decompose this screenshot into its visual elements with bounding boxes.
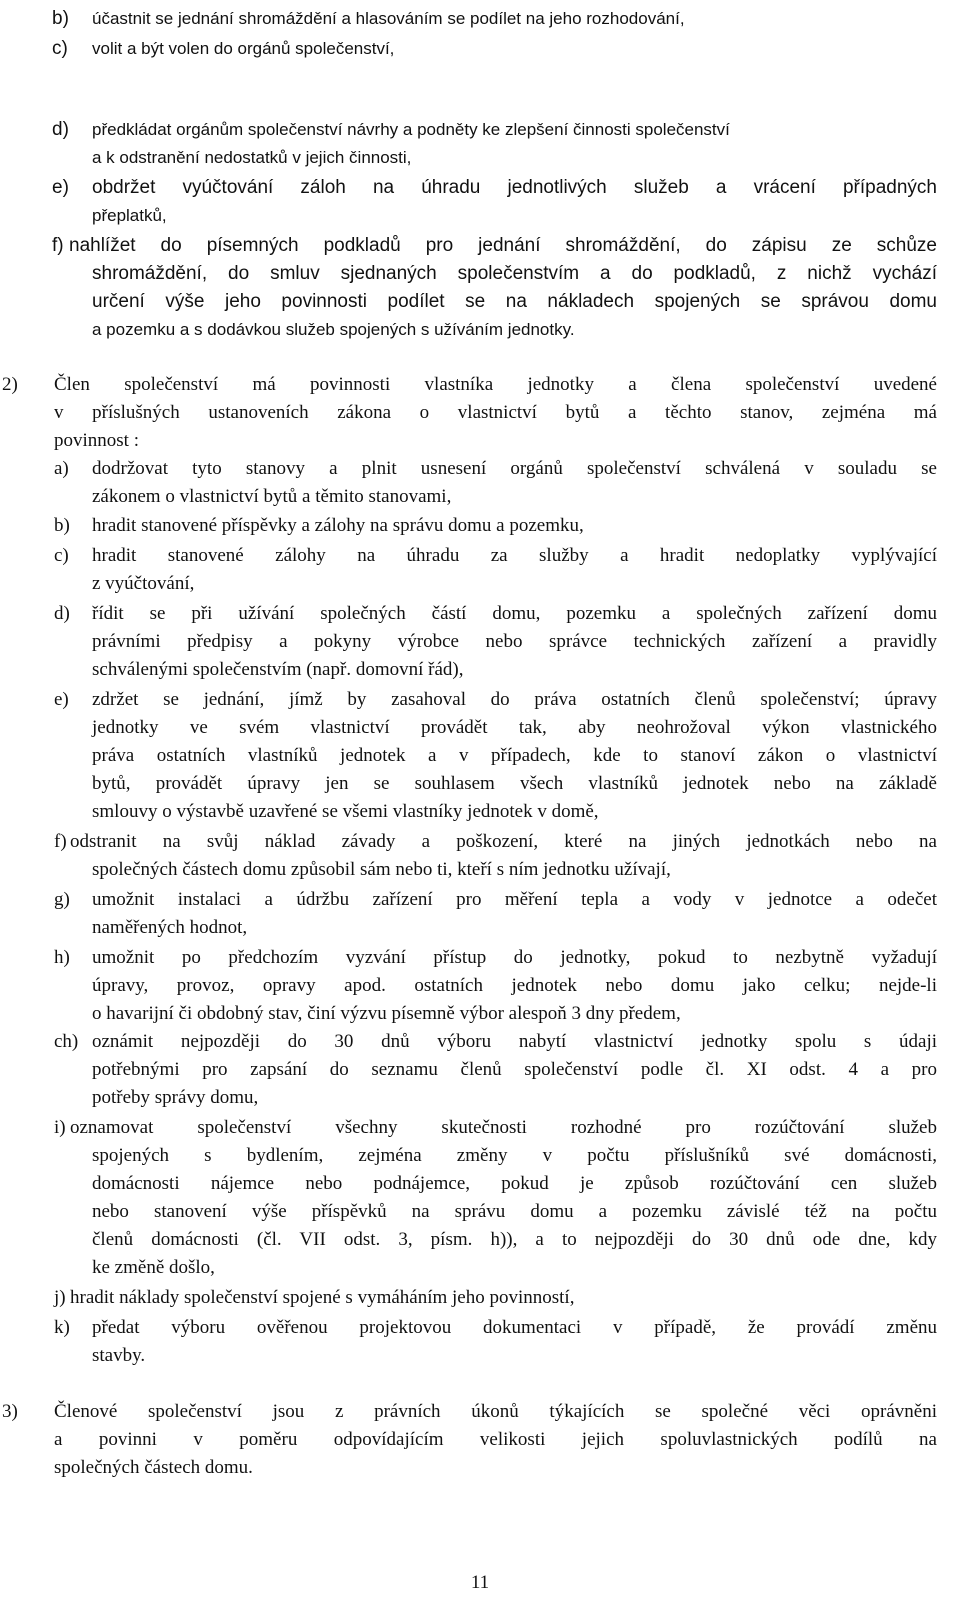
duty-label: h) <box>54 947 70 968</box>
duty-line: naměřených hodnot, <box>92 917 248 938</box>
item-e-line: přeplatků, <box>92 206 167 225</box>
duty-line: jednotky ve svém vlastnictví provádět tak, aby neohrožoval výkon vlastnického <box>92 717 937 738</box>
item-e-line: obdržet vyúčtování záloh na úhradu jednotlivých služeb a vrácení případných <box>92 177 937 198</box>
duty-line: předat výboru ověřenou projektovou dokumentaci v případě, že provádí změnu <box>92 1317 937 1338</box>
duty-line: dodržovat tyto stanovy a plnit usnesení orgánů společenství schválená v souladu se <box>92 458 937 479</box>
duty-line: umožnit instalaci a údržbu zařízení pro měření tepla a vody v jednotce a odečet <box>92 889 937 910</box>
duty-line: o havarijní či obdobný stav, činí výzvu písemně výbor alespoň 3 dny předem, <box>92 1003 681 1024</box>
para-3-line: a povinni v poměru odpovídajícím velikosti jejich spoluvlastnických podílů na <box>54 1429 937 1450</box>
duty-label: ch) <box>54 1031 79 1052</box>
item-f-line: nahlížet do písemných podkladů pro jednání shromáždění, do zápisu ze schůze <box>69 235 937 256</box>
duty-label: e) <box>54 689 69 710</box>
item-d-line: předkládat orgánům společenství návrhy a podněty ke zlepšení činnosti společenství <box>92 120 730 139</box>
item-f-line: určení výše jeho povinnosti podílet se na nákladech spojených se správou domu <box>92 291 937 312</box>
duty-line: práva ostatních vlastníků jednotek a v případech, kde to stanoví zákon o vlastnictví <box>92 745 937 766</box>
duty-line: potřebnými pro zapsání do seznamu členů společenství podle čl. XI odst. 4 a pro <box>92 1059 937 1080</box>
duty-line: hradit stanovené příspěvky a zálohy na správu domu a pozemku, <box>92 515 584 536</box>
para-3-label: 3) <box>2 1401 18 1422</box>
duty-line: umožnit po předchozím vyzvání přístup do jednotky, pokud to nezbytně vyžadují <box>92 947 937 968</box>
duty-line: oznamovat společenství všechny skutečnosti rozhodné pro rozúčtování služeb <box>70 1117 937 1138</box>
duty-line: smlouvy o výstavbě uzavřené se všemi vlastníky jednotek v domě, <box>92 801 599 822</box>
duty-line: členů domácnosti (čl. VII odst. 3, písm. h)), a to nejpozději do 30 dnů ode dne, kdy <box>92 1229 937 1250</box>
item-c-text: volit a být volen do orgánů společenství, <box>92 39 395 58</box>
duty-line: hradit stanovené zálohy na úhradu za služby a hradit nedoplatky vyplývající <box>92 545 937 566</box>
page-number: 11 <box>470 1572 490 1593</box>
duty-line: zákonem o vlastnictví bytů a těmito stanovami, <box>92 486 452 507</box>
duty-label: f) <box>54 831 67 852</box>
duty-label: a) <box>54 458 69 479</box>
duty-line: z vyúčtování, <box>92 573 195 594</box>
duty-line: stavby. <box>92 1345 146 1366</box>
duty-line: schválenými společenstvím (např. domovní řád), <box>92 659 464 680</box>
duty-line: odstranit na svůj náklad závady a poškození, které na jiných jednotkách nebo na <box>70 831 937 852</box>
duty-label: c) <box>54 545 69 566</box>
duty-line: spojených s bydlením, zejména změny v počtu příslušníků své domácnosti, <box>92 1145 937 1166</box>
duty-label: g) <box>54 889 70 910</box>
item-d-line: a k odstranění nedostatků v jejich činnosti, <box>92 148 412 167</box>
duty-line: ke změně došlo, <box>92 1257 215 1278</box>
item-f-line: shromáždění, do smluv sjednaných společenstvím a do podkladů, z nichž vychází <box>92 263 937 284</box>
item-b-text: účastnit se jednání shromáždění a hlasováním se podílet na jeho rozhodování, <box>92 9 685 28</box>
para-2-label: 2) <box>2 374 18 395</box>
duty-line: potřeby správy domu, <box>92 1087 259 1108</box>
duty-line: bytů, provádět úpravy jen se souhlasem všech vlastníků jednotek nebo na základě <box>92 773 937 794</box>
item-e-label: e) <box>52 177 69 198</box>
duty-line: řídit se při užívání společných částí domu, pozemku a společných zařízení domu <box>92 603 937 624</box>
item-b-label: b) <box>52 8 69 29</box>
duty-label: d) <box>54 603 70 624</box>
duty-line: zdržet se jednání, jímž by zasahoval do práva ostatních členů společenství; úpravy <box>92 689 937 710</box>
para-2-line: v příslušných ustanoveních zákona o vlastnictví bytů a těchto stanov, zejména má <box>54 402 937 423</box>
item-c-label: c) <box>52 38 68 59</box>
duty-line: úpravy, provoz, opravy apod. ostatních jednotek nebo domu jako celku; nejde-li <box>92 975 937 996</box>
duty-line: domácnosti nájemce nebo podnájemce, pokud je způsob rozúčtování cen služeb <box>92 1173 937 1194</box>
duty-label: j) <box>54 1287 66 1308</box>
para-2-line: povinnost : <box>54 430 139 451</box>
duty-line: společných částech domu způsobil sám nebo ti, kteří s ním jednotku užívají, <box>92 859 671 880</box>
duty-label: k) <box>54 1317 70 1338</box>
para-3-line: Členové společenství jsou z právních úkonů týkajících se společné věci oprávněni <box>54 1401 937 1422</box>
para-3-line: společných částech domu. <box>54 1457 253 1478</box>
duty-line: oznámit nejpozději do 30 dnů výboru nabytí vlastnictví jednotky spolu s údaji <box>92 1031 937 1052</box>
duty-label: i) <box>54 1117 66 1138</box>
duty-line: právními předpisy a pokyny výrobce nebo správce technických zařízení a pravidly <box>92 631 937 652</box>
para-2-line: Člen společenství má povinnosti vlastníka jednotky a člena společenství uvedené <box>54 374 937 395</box>
item-f-label: f) <box>52 235 64 256</box>
item-f-line: a pozemku a s dodávkou služeb spojených s užíváním jednotky. <box>92 320 575 339</box>
duty-line: hradit náklady společenství spojené s vymáháním jeho povinností, <box>70 1287 575 1308</box>
duty-line: nebo stanovení výše příspěvků na správu domu a pozemku závislé též na počtu <box>92 1201 937 1222</box>
duty-label: b) <box>54 515 70 536</box>
item-d-label: d) <box>52 119 69 140</box>
